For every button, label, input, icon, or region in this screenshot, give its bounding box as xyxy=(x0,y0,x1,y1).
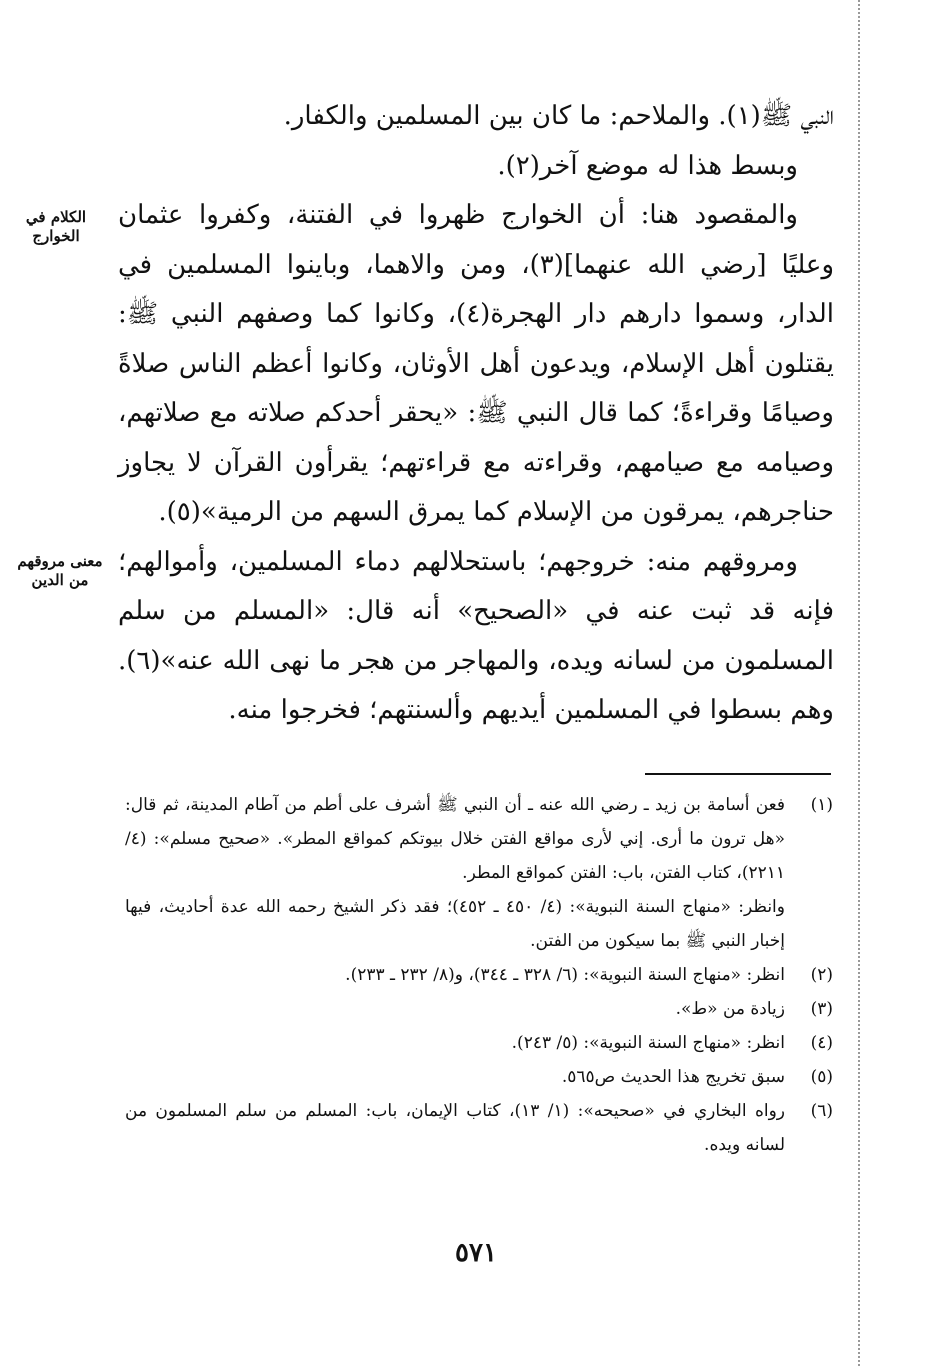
footnote-1 xyxy=(125,788,833,890)
footnote-number: (٤) xyxy=(810,1033,833,1053)
paragraph-4: ومروقهم منه: خروجهم؛ باستحلالهم دماء المسلمين، وأموالهم؛ فإنه قد ثبت عنه في «الصحيح» أنه قال: «المسلم من سلم المسلمون من لسانه ويده، والمهاجر من هجر ما نهى الله عنه»(٦). وهم بسطوا في المسلمين أيديهم وألسنتهم؛ فخرجوا منه. xyxy=(118,546,834,725)
footnote-text: انظر: «منهاج السنة النبوية»: (٥/ ٢٤٣). xyxy=(511,1033,785,1053)
footnote-6 xyxy=(125,1094,833,1162)
footnote-4 xyxy=(125,1026,833,1060)
footnote-text: زيادة من «ط». xyxy=(675,999,785,1019)
footnote-text: انظر: «منهاج السنة النبوية»: (٦/ ٣٢٨ ـ ٣٤٤)، و(٨/ ٢٣٢ ـ ٢٣٣). xyxy=(345,965,785,985)
footnote-1-continued xyxy=(125,890,833,958)
footnote-number: (٥) xyxy=(810,1067,833,1087)
footnotes xyxy=(125,788,833,1162)
footnote-number: (٦) xyxy=(810,1101,833,1121)
footnote-3 xyxy=(125,992,833,1026)
footnote-text: وانظر: «منهاج السنة النبوية»: (٤/ ٤٥٠ ـ ٤٥٢)؛ فقد ذكر الشيخ رحمه الله عدة أحاديث، فيها إخبار النبي ﷺ بما سيكون من الفتن. xyxy=(125,897,785,951)
page-number: ٥٧١ xyxy=(455,1238,497,1268)
footnote-separator xyxy=(645,773,831,775)
main-text xyxy=(118,92,834,736)
footnote-2 xyxy=(125,958,833,992)
footnote-number: (٢) xyxy=(810,965,833,985)
margin-note-muruq: معنى مروقهم من الدين xyxy=(17,552,103,589)
paragraph-3: والمقصود هنا: أن الخوارج ظهروا في الفتنة، وكفروا عثمان وعليًا [رضي الله عنهما](٣)، ومن والاهما، وباينوا المسلمين في الدار، وسموا دارهم دار الهجرة(٤)، وكانوا كما وصفهم النبي ﷺ: يقتلون أهل الإسلام، ويدعون أهل الأوثان، وكانوا أعظم الناس صلاةً وصيامًا وقراءةً؛ كما قال النبي ﷺ: «يحقر أحدكم صلاته مع صلاتهم، وصيامه مع صيامهم، وقراءته مع قراءتهم؛ يقرأون القرآن لا يجاوز حناجرهم، يمرقون من الإسلام كما يمرق السهم من الرمية»(٥). xyxy=(118,200,835,527)
footnote-text: فعن أسامة بن زيد ـ رضي الله عنه ـ أن النبي ﷺ أشرف على أطم من آطام المدينة، ثم قال: «هل ترون ما أرى. إني لأرى مواقع الفتن خلال بيوتكم كمواقع المطر». «صحيح مسلم»: (٤/ ٢٢١١)، كتاب الفتن، باب: الفتن كمواقع المطر. xyxy=(125,795,785,883)
footnote-number: (٣) xyxy=(810,999,833,1019)
paragraph-1: النبي ﷺ(١). والملاحم: ما كان بين المسلمين والكفار. xyxy=(283,101,834,131)
footnote-text: رواه البخاري في «صحيحه»: (١/ ١٣)، كتاب الإيمان، باب: المسلم من سلم المسلمون من لسانه ويده. xyxy=(125,1101,786,1155)
scan-edge-line xyxy=(858,0,860,1366)
margin-note-khawarij: الكلام في الخوارج xyxy=(25,208,87,245)
paragraph-2: وبسط هذا له موضع آخر(٢). xyxy=(497,150,798,181)
footnote-text: سبق تخريج هذا الحديث ص٥٦٥. xyxy=(561,1067,785,1087)
footnote-number: (١) xyxy=(810,795,833,815)
footnote-5 xyxy=(125,1060,833,1094)
